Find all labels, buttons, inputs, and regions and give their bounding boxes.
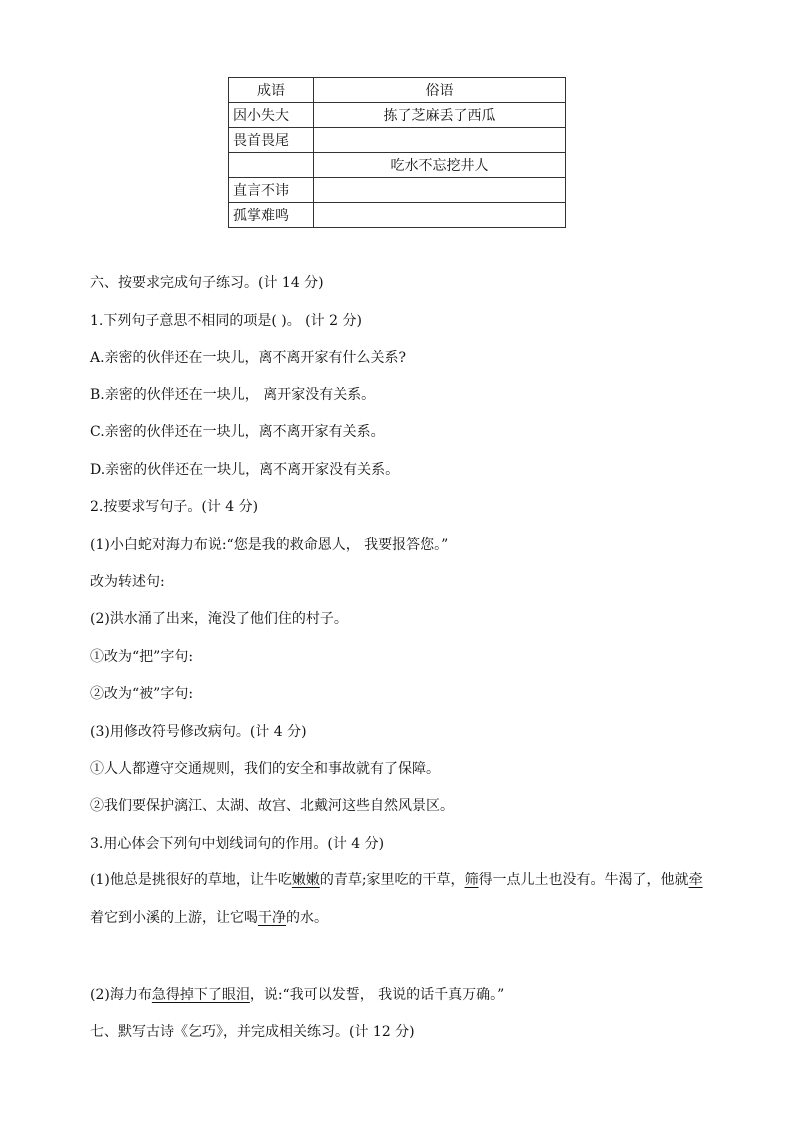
section-6-title: 六、按要求完成句子练习。(计 14 分) xyxy=(90,275,324,291)
option-a: A.亲密的伙伴还在一块儿，离不离开家有什么关系? xyxy=(90,350,407,366)
idiom-cell: 畏首畏尾 xyxy=(229,128,314,153)
question-1-stem: 1.下列句子意思不相同的项是( )。 (计 2 分) xyxy=(90,313,362,329)
q3-p2-text: ，说:“我可以发誓， 我说的话千真万确。” xyxy=(249,987,505,1003)
table-row xyxy=(229,128,566,153)
idiom-proverb-table xyxy=(228,77,566,228)
q2-part-1: (1)小白蛇对海力布说:“您是我的救命恩人， 我要报答您。” xyxy=(90,537,449,553)
idiom-cell: 直言不讳 xyxy=(229,178,314,203)
q2-part-1-task: 改为转述句: xyxy=(90,574,165,590)
q2-part-2-task-a: ①改为“把”字句: xyxy=(90,649,194,665)
proverb-cell xyxy=(314,128,566,153)
table-row xyxy=(229,103,566,128)
table-header-row xyxy=(229,78,566,103)
q2-part-3-b: ②我们要保护漓江、太湖、故宫、北戴河这些自然风景区。 xyxy=(90,798,454,814)
question-2-stem: 2.按要求写句子。(计 4 分) xyxy=(90,499,259,515)
table-row xyxy=(229,203,566,228)
q3-p1-text: 着它到小溪的上游，让它喝 xyxy=(90,910,258,926)
q3-p1-text: 得一点儿土也没有。牛渴了，他就 xyxy=(478,872,689,888)
proverb-cell xyxy=(314,178,566,203)
idiom-cell xyxy=(229,153,314,178)
q3-p1-text: (1)他总是挑很好的草地，让牛吃 xyxy=(90,872,292,888)
q3-part-2 xyxy=(90,985,504,1005)
proverb-cell: 吃水不忘挖井人 xyxy=(314,153,566,178)
section-7-title: 七、默写古诗《乞巧》，并完成相关练习。(计 12 分) xyxy=(90,1024,415,1040)
option-b: B.亲密的伙伴还在一块儿， 离开家没有关系。 xyxy=(90,387,376,403)
q2-part-3-a: ①人人都遵守交通规则，我们的安全和事故就有了保障。 xyxy=(90,761,440,777)
q2-part-2-task-b: ②改为“被”字句: xyxy=(90,686,194,702)
q2-part-2: (2)洪水涌了出来，淹没了他们住的村子。 xyxy=(90,611,348,627)
q3-p1-underline: 牵 xyxy=(688,872,703,888)
q3-p1-underline: 干净 xyxy=(258,910,286,926)
proverb-cell xyxy=(314,203,566,228)
option-c: C.亲密的伙伴还在一块儿，离不离开家有关系。 xyxy=(90,424,385,440)
q3-p1-underline: 嫩嫩 xyxy=(291,872,320,888)
q3-p1-underline: 筛 xyxy=(464,872,479,888)
q3-part-1 xyxy=(90,861,705,937)
proverb-cell: 拣了芝麻丢了西瓜 xyxy=(314,103,566,128)
idiom-cell: 因小失大 xyxy=(229,103,314,128)
table-row xyxy=(229,153,566,178)
header-idiom: 成语 xyxy=(229,78,314,103)
q2-part-3: (3)用修改符号修改病句。(计 4 分) xyxy=(90,724,307,740)
q3-p2-underline: 急得掉下了眼泪 xyxy=(151,987,250,1003)
question-3-stem: 3.用心体会下列句中划线词句的作用。(计 4 分) xyxy=(90,836,385,852)
table-row xyxy=(229,178,566,203)
q3-p2-text: (2)海力布 xyxy=(90,987,152,1003)
q3-p1-text: 的水。 xyxy=(286,910,328,926)
idiom-cell: 孤掌难鸣 xyxy=(229,203,314,228)
q3-p1-text: 的青草;家里吃的干草， xyxy=(319,872,465,888)
option-d: D.亲密的伙伴还在一块儿，离不离开家没有关系。 xyxy=(90,462,400,478)
header-proverb: 俗语 xyxy=(314,78,566,103)
